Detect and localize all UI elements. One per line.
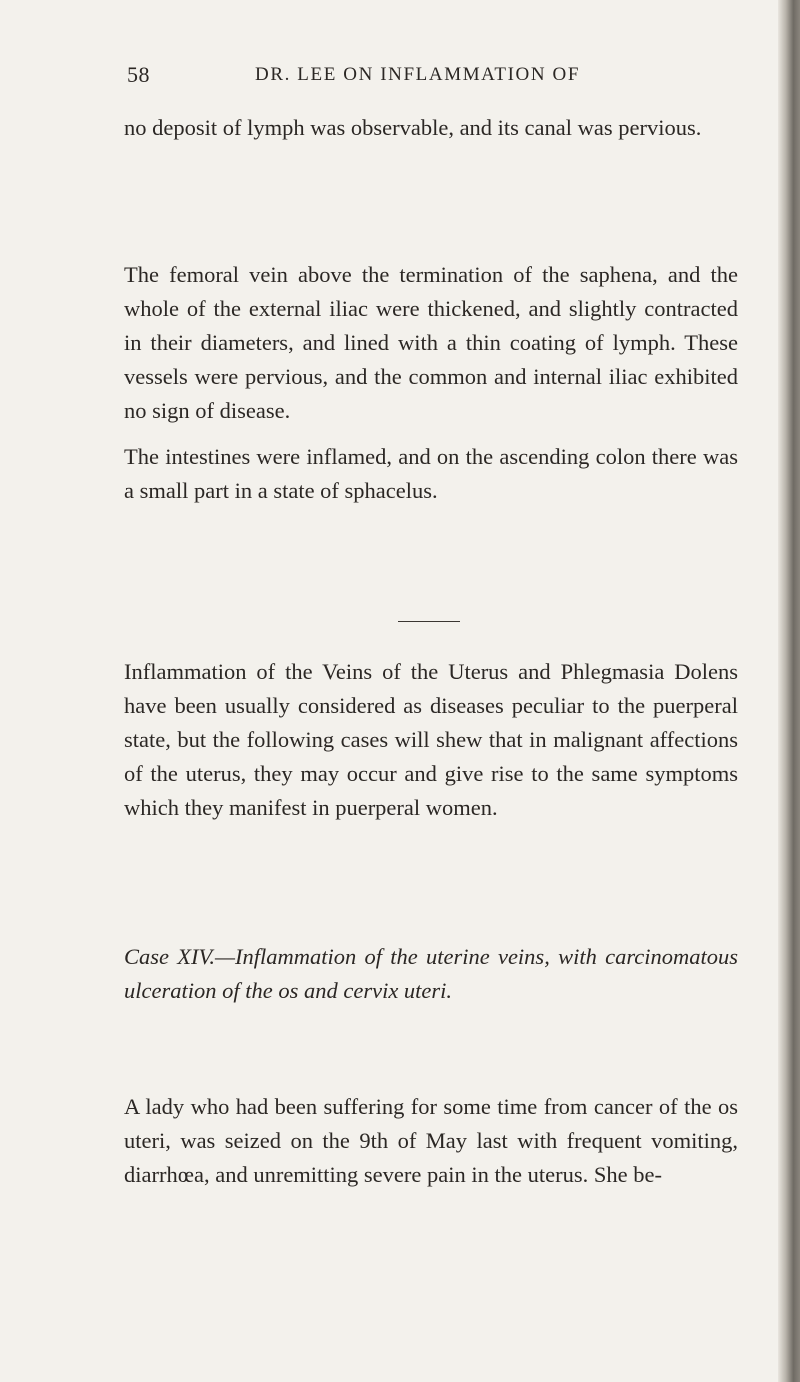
section-divider (398, 621, 460, 622)
page-number: 58 (127, 62, 150, 87)
paragraph-intestines (124, 440, 738, 508)
case-heading-text: Case XIV.—Inflammation of the uterine veins, with carcinomatous ulceration of the os and cervix uteri. (124, 944, 738, 1003)
paragraph-introduction (124, 655, 738, 825)
paragraph-case-description (124, 1090, 738, 1192)
page-edge-shadow (778, 0, 800, 1382)
paragraph-text: no deposit of lymph was observable, and its canal was pervious. (124, 115, 702, 140)
paragraph-femoral-vein (124, 258, 738, 428)
case-heading (124, 940, 738, 1008)
page-header (0, 62, 780, 96)
paragraph-continuation (124, 111, 738, 145)
running-head: DR. LEE ON INFLAMMATION OF (255, 64, 581, 85)
paragraph-text: A lady who had been suffering for some time from cancer of the os uteri, was seized on the 9th of May last with frequent vomiting, diarrhœa, and unremitting severe pain in the uterus. She be- (124, 1094, 738, 1187)
paragraph-text: The intestines were inflamed, and on the ascending colon there was a small part in a state of sphacelus. (124, 444, 738, 503)
paragraph-text: The femoral vein above the termination of the saphena, and the whole of the external iliac were thickened, and slightly contracted in their diameters, and lined with a thin coating of lymph. These vessels were pervious, and the common and internal iliac exhibited no sign of disease. (124, 262, 738, 423)
paragraph-text: Inflammation of the Veins of the Uterus and Phlegmasia Dolens have been usually considered as diseases peculiar to the puerperal state, but the following cases will shew that in malignant affections of the uterus, they may occur and give rise to the same symptoms which they manifest in puerperal women. (124, 659, 738, 820)
